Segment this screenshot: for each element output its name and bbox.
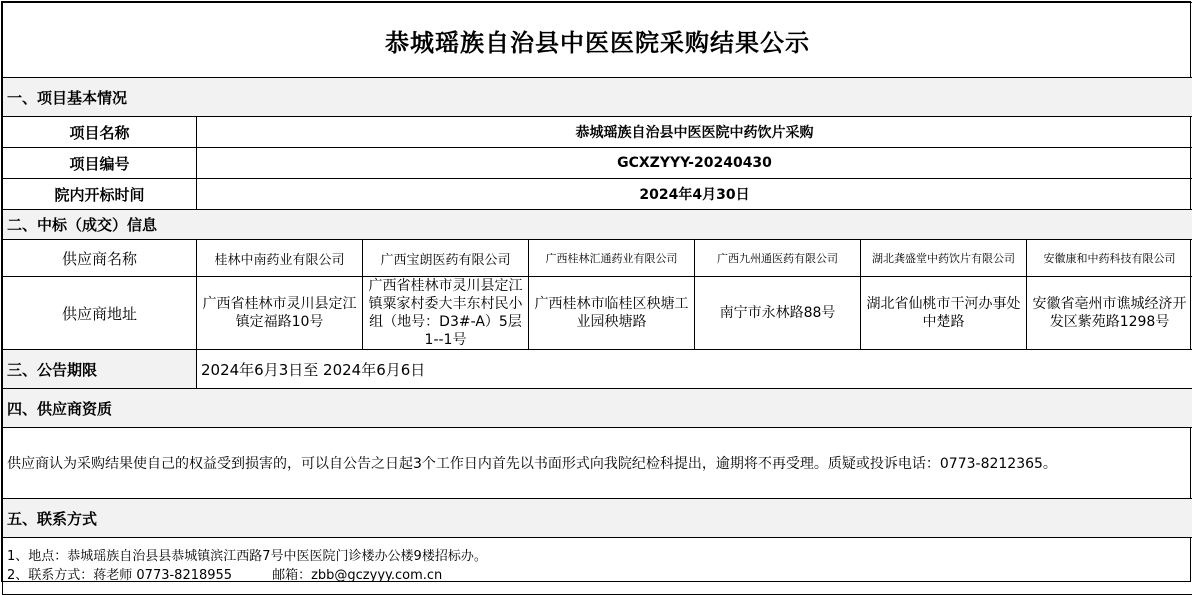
project-no-label: 项目编号 — [3, 148, 197, 179]
supplier-name: 湖北龚盛堂中药饮片有限公司 — [861, 240, 1027, 277]
contact-info — [3, 538, 1192, 595]
contact-person-line — [7, 566, 1190, 585]
supplier-name: 安徽康和中药科技有限公司 — [1027, 240, 1192, 277]
notice-table — [2, 2, 1192, 595]
section-contact-heading: 五、联系方式 — [3, 499, 1192, 538]
section-winner-heading: 二、中标（成交）信息 — [3, 210, 1192, 240]
section-qualification-heading: 四、供应商资质 — [3, 389, 1192, 428]
supplier-address: 安徽省亳州市谯城经济开发区紫苑路1298号 — [1027, 277, 1192, 350]
section-period-heading: 三、公告期限 — [3, 350, 197, 389]
supplier-name-label: 供应商名称 — [3, 240, 197, 277]
section-basic-heading: 一、项目基本情况 — [3, 78, 1192, 117]
project-no-value: GCXZYYY-20240430 — [197, 148, 1192, 179]
supplier-address: 广西桂林市临桂区秧塘工业园秧塘路 — [529, 277, 695, 350]
supplier-address: 广西省桂林市灵川县定江镇粟家村委大丰东村民小组（地号：D3#-A）5层1--1号 — [363, 277, 529, 350]
period-value: 2024年6月3日至 2024年6月6日 — [197, 350, 1192, 389]
supplier-address: 广西省桂林市灵川县定江镇定福路10号 — [197, 277, 363, 350]
contact-address-line: 1、地点：恭城瑶族自治县县恭城镇滨江西路7号中医医院门诊楼办公楼9楼招标办。 — [7, 547, 1190, 566]
procurement-notice-sheet — [1, 1, 1191, 582]
supplier-address: 南宁市永林路88号 — [695, 277, 861, 350]
project-name-label: 项目名称 — [3, 117, 197, 148]
supplier-name: 广西九州通医药有限公司 — [695, 240, 861, 277]
supplier-name: 桂林中南药业有限公司 — [197, 240, 363, 277]
supplier-address: 湖北省仙桃市干河办事处中楚路 — [861, 277, 1027, 350]
open-time-label: 院内开标时间 — [3, 179, 197, 210]
open-time-value: 2024年4月30日 — [197, 179, 1192, 210]
supplier-addr-label: 供应商地址 — [3, 277, 197, 350]
complaint-notice: 供应商认为采购结果使自己的权益受到损害的，可以自公告之日起3个工作日内首先以书面形式向我院纪检科提出，逾期将不再受理。质疑或投诉电话：0773-8212365。 — [3, 428, 1192, 499]
contact-phone: 2、联系方式：蒋老师 0773-8218955 — [7, 568, 232, 583]
supplier-name: 广西桂林汇通药业有限公司 — [529, 240, 695, 277]
supplier-name: 广西宝朗医药有限公司 — [363, 240, 529, 277]
project-name-value: 恭城瑶族自治县中医医院中药饮片采购 — [197, 117, 1192, 148]
page-title: 恭城瑶族自治县中医医院采购结果公示 — [3, 3, 1192, 78]
contact-email: 邮箱：zbb@gczyyy.com.cn — [272, 568, 442, 583]
